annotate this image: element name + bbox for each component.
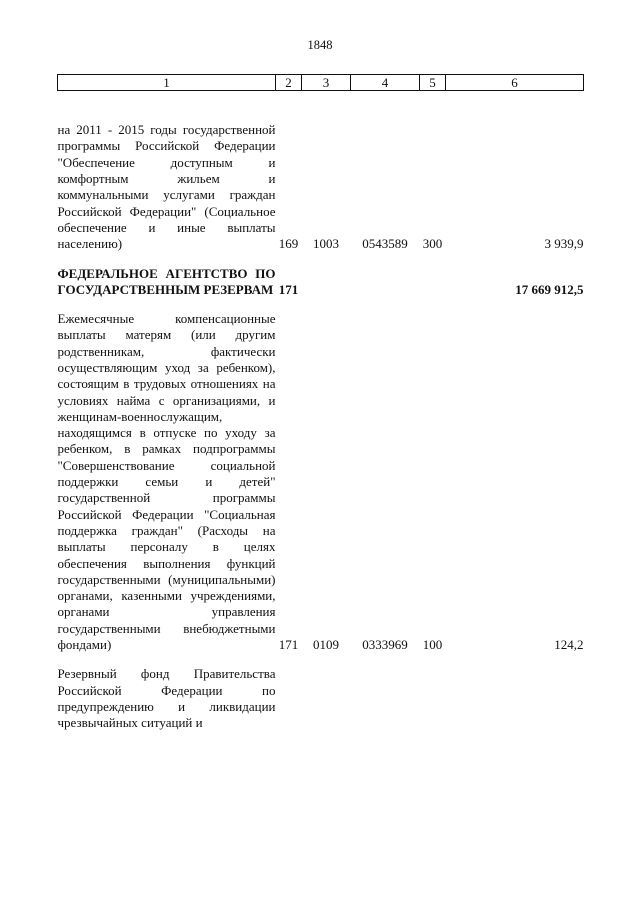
row-description: ФЕДЕРАЛЬНОЕ АГЕНТСТВО ПО ГОСУДАРСТВЕННЫМ РЕЗЕРВАМ [57,265,276,297]
table-row [58,653,584,731]
column-header-amount: 6 [446,75,584,91]
row-expense-type-code: 100 [422,637,443,653]
row-target-code: 0543589 [362,236,408,252]
table-header-row [58,75,584,91]
table-row [58,91,584,253]
row-target-code [351,653,420,731]
row-section-code [302,653,351,731]
row-target-code [351,253,420,299]
row-target-code: 0333969 [362,637,408,653]
budget-table [57,74,584,732]
row-expense-type-code [420,653,446,731]
row-expense-type-code [420,253,446,299]
row-amount: 124,2 [554,637,584,653]
row-description: Резервный фонд Правительства Российской Федерации по предупреждению и ликвидации чрезвычайных ситуаций и [57,666,276,731]
row-ministry-code [276,653,302,731]
page-number: 1848 [307,38,333,52]
column-header-section: 3 [302,75,351,91]
row-amount: 17 669 912,5 [515,281,584,297]
row-amount [446,653,584,731]
column-header-expense-type: 5 [420,75,446,91]
row-section-code [302,253,351,299]
row-expense-type-code: 300 [422,236,443,252]
row-section-code: 1003 [313,236,339,252]
column-header-ministry: 2 [276,75,302,91]
row-description: на 2011 - 2015 годы государственной программы Российской Федерации "Обеспечение доступным и комфортным жильем и коммунальными услугами граждан Российской Федерации" (Социальное обеспечение и иные выплаты населению) [57,122,276,252]
row-ministry-code: 171 [278,281,299,297]
row-amount: 3 939,9 [544,236,584,252]
row-ministry-code: 169 [278,236,299,252]
row-description: Ежемесячные компенсационные выплаты матерям (или другим родственникам, фактически осуществляющим уход за ребенком), состоящим в трудовых отношениях на условиях найма с организациями, и женщинам-военнослужащим, находящимся в отпуске по уходу за ребенком, в рамках подпрограммы "Совершенствование социальной поддержки семьи и детей" государственной программы Российской Федерации "Социальная поддержка граждан" (Расходы на выплаты персоналу в целях обеспечения выполнения функций государственными (муниципальными) органами, казенными учреждениями, органами управления государственными внебюджетными фондами) [57,311,276,653]
table-row [58,298,584,653]
column-header-target: 4 [351,75,420,91]
column-header-name: 1 [58,75,276,91]
row-ministry-code: 171 [278,637,299,653]
table-row [58,253,584,299]
row-section-code: 0109 [313,637,339,653]
